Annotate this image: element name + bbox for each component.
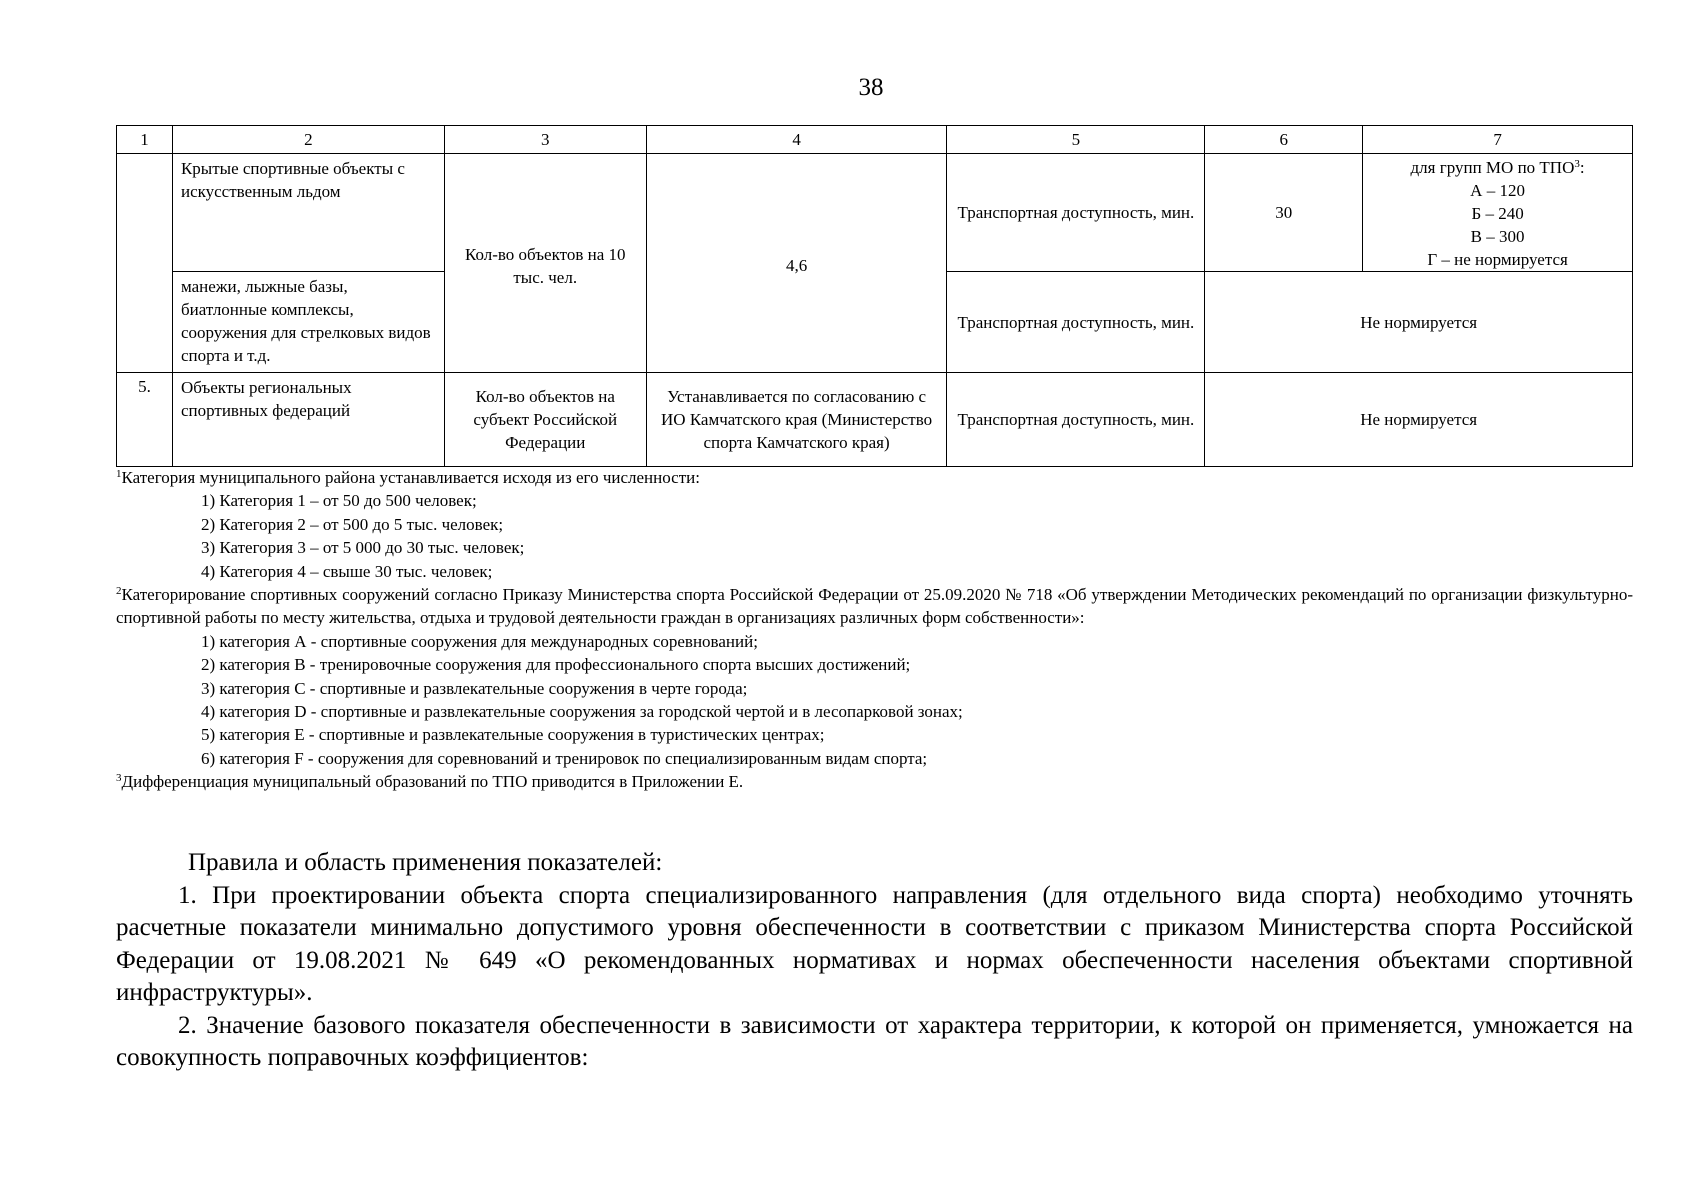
access-cell: Транспортная доступность, мин. xyxy=(947,373,1205,467)
group-item: А – 120 xyxy=(1470,181,1525,200)
header-cell: 4 xyxy=(646,126,947,154)
row-number-cell: 5. xyxy=(117,373,173,467)
footnote-3: $^3$Дифференциация муниципальный образований по ТПО приводится в Приложении Е. xyxy=(116,772,744,792)
header-cell: 3 xyxy=(444,126,646,154)
header-cell: 6 xyxy=(1205,126,1363,154)
rules-item: 2. Значение базового показателя обеспеченности в зависимости от характера территории, к которой он применяется, умножается на совокупность поправочных коэффициентов: xyxy=(116,1011,1633,1071)
group-item: Б – 240 xyxy=(1471,204,1524,223)
header-cell: 2 xyxy=(172,126,444,154)
table-row xyxy=(117,154,1633,272)
unit-cell: Кол-во объектов на 10 тыс. чел. xyxy=(444,154,646,373)
header-cell: 5 xyxy=(947,126,1205,154)
table-header-row xyxy=(117,126,1633,154)
access-cell: Транспортная доступность, мин. xyxy=(947,272,1205,373)
list-item: 2) категория В - тренировочные сооружения для профессионального спорта высших достижений; xyxy=(201,655,911,675)
group-item: В – 300 xyxy=(1470,227,1525,246)
page-number: 38 xyxy=(858,74,884,101)
access-value-cell: 30 xyxy=(1205,154,1363,272)
list-item: 4) категория D - спортивные и развлекательные сооружения за городской чертой и в лесопарковой зонах; xyxy=(201,702,963,722)
footnote-mark: 3 xyxy=(116,772,122,785)
list-item: 6) категория F - сооружения для соревнований и тренировок по специализированным видам спорта; xyxy=(201,748,928,768)
rules-heading: Правила и область применения показателей: xyxy=(188,849,663,876)
groups-title: для групп МО по ТПО$^3$: xyxy=(1410,158,1585,177)
footnotes xyxy=(116,466,1633,794)
object-name-cell: Крытые спортивные объекты с искусственным льдом xyxy=(172,154,444,272)
header-cell: 7 xyxy=(1363,126,1633,154)
row-number-cell xyxy=(117,154,173,373)
groups-cell xyxy=(1363,154,1633,272)
footnote-mark: 2 xyxy=(116,585,122,598)
list-item: 1) категория А - спортивные сооружения для международных соревнований; xyxy=(201,631,758,651)
group-item: Г – не нормируется xyxy=(1427,250,1568,269)
footnote-mark: 1 xyxy=(116,468,122,480)
list-item: 3) Категория 3 – от 5 000 до 30 тыс. человек; xyxy=(201,538,525,558)
list-item: 4) Категория 4 – свыше 30 тыс. человек; xyxy=(201,561,493,581)
unit-cell: Кол-во объектов на субъект Российской Федерации xyxy=(444,373,646,467)
access-value-cell: Не нормируется xyxy=(1205,373,1633,467)
list-item: 3) категория С - спортивные и развлекательные сооружения в черте города; xyxy=(201,678,748,698)
value-cell: Устанавливается по согласованию с ИО Камчатского края (Министерство спорта Камчатского края) xyxy=(646,373,947,467)
table-row xyxy=(117,373,1633,467)
object-name-cell: манежи, лыжные базы, биатлонные комплексы, сооружения для стрелковых видов спорта и т.д. xyxy=(172,272,444,373)
access-value-cell: Не нормируется xyxy=(1205,272,1633,373)
header-cell: 1 xyxy=(117,126,173,154)
object-name-cell: Объекты региональных спортивных федераций xyxy=(172,373,444,467)
value-cell: 4,6 xyxy=(646,154,947,373)
norms-table xyxy=(116,125,1633,467)
footnote-1: $^1$Категория муниципального района устанавливается исходя из его численности: xyxy=(116,468,700,487)
list-item: 5) категория Е - спортивные и развлекательные сооружения в туристических центрах; xyxy=(201,725,825,745)
footnote-2: $^2$Категорирование спортивных сооружений согласно Приказу Министерства спорта Российской Федерации от 25.09.2020 № 718 «Об утверждении Методических рекомендаций по организации физкультурно-спортивной работы по месту жительства, отдыха и трудовой деятельности граждан в организациях различных форм собственности»: xyxy=(116,585,1633,628)
rules-section xyxy=(116,847,1633,1075)
list-item: 1) Категория 1 – от 50 до 500 человек; xyxy=(201,491,477,511)
access-cell: Транспортная доступность, мин. xyxy=(947,154,1205,272)
list-item: 2) Категория 2 – от 500 до 5 тыс. человек; xyxy=(201,514,504,534)
rules-item: 1. При проектировании объекта спорта специализированного направления (для отдельного вида спорта) необходимо уточнять расчетные показатели минимально допустимого уровня обеспеченности в соответствии с приказом Министерства спорта Российской Федерации от 19.08.2021 № 649 «О рекомендованных нормативах и нормах обеспеченности населения объектами спортивной инфраструктуры». xyxy=(116,881,1633,1006)
